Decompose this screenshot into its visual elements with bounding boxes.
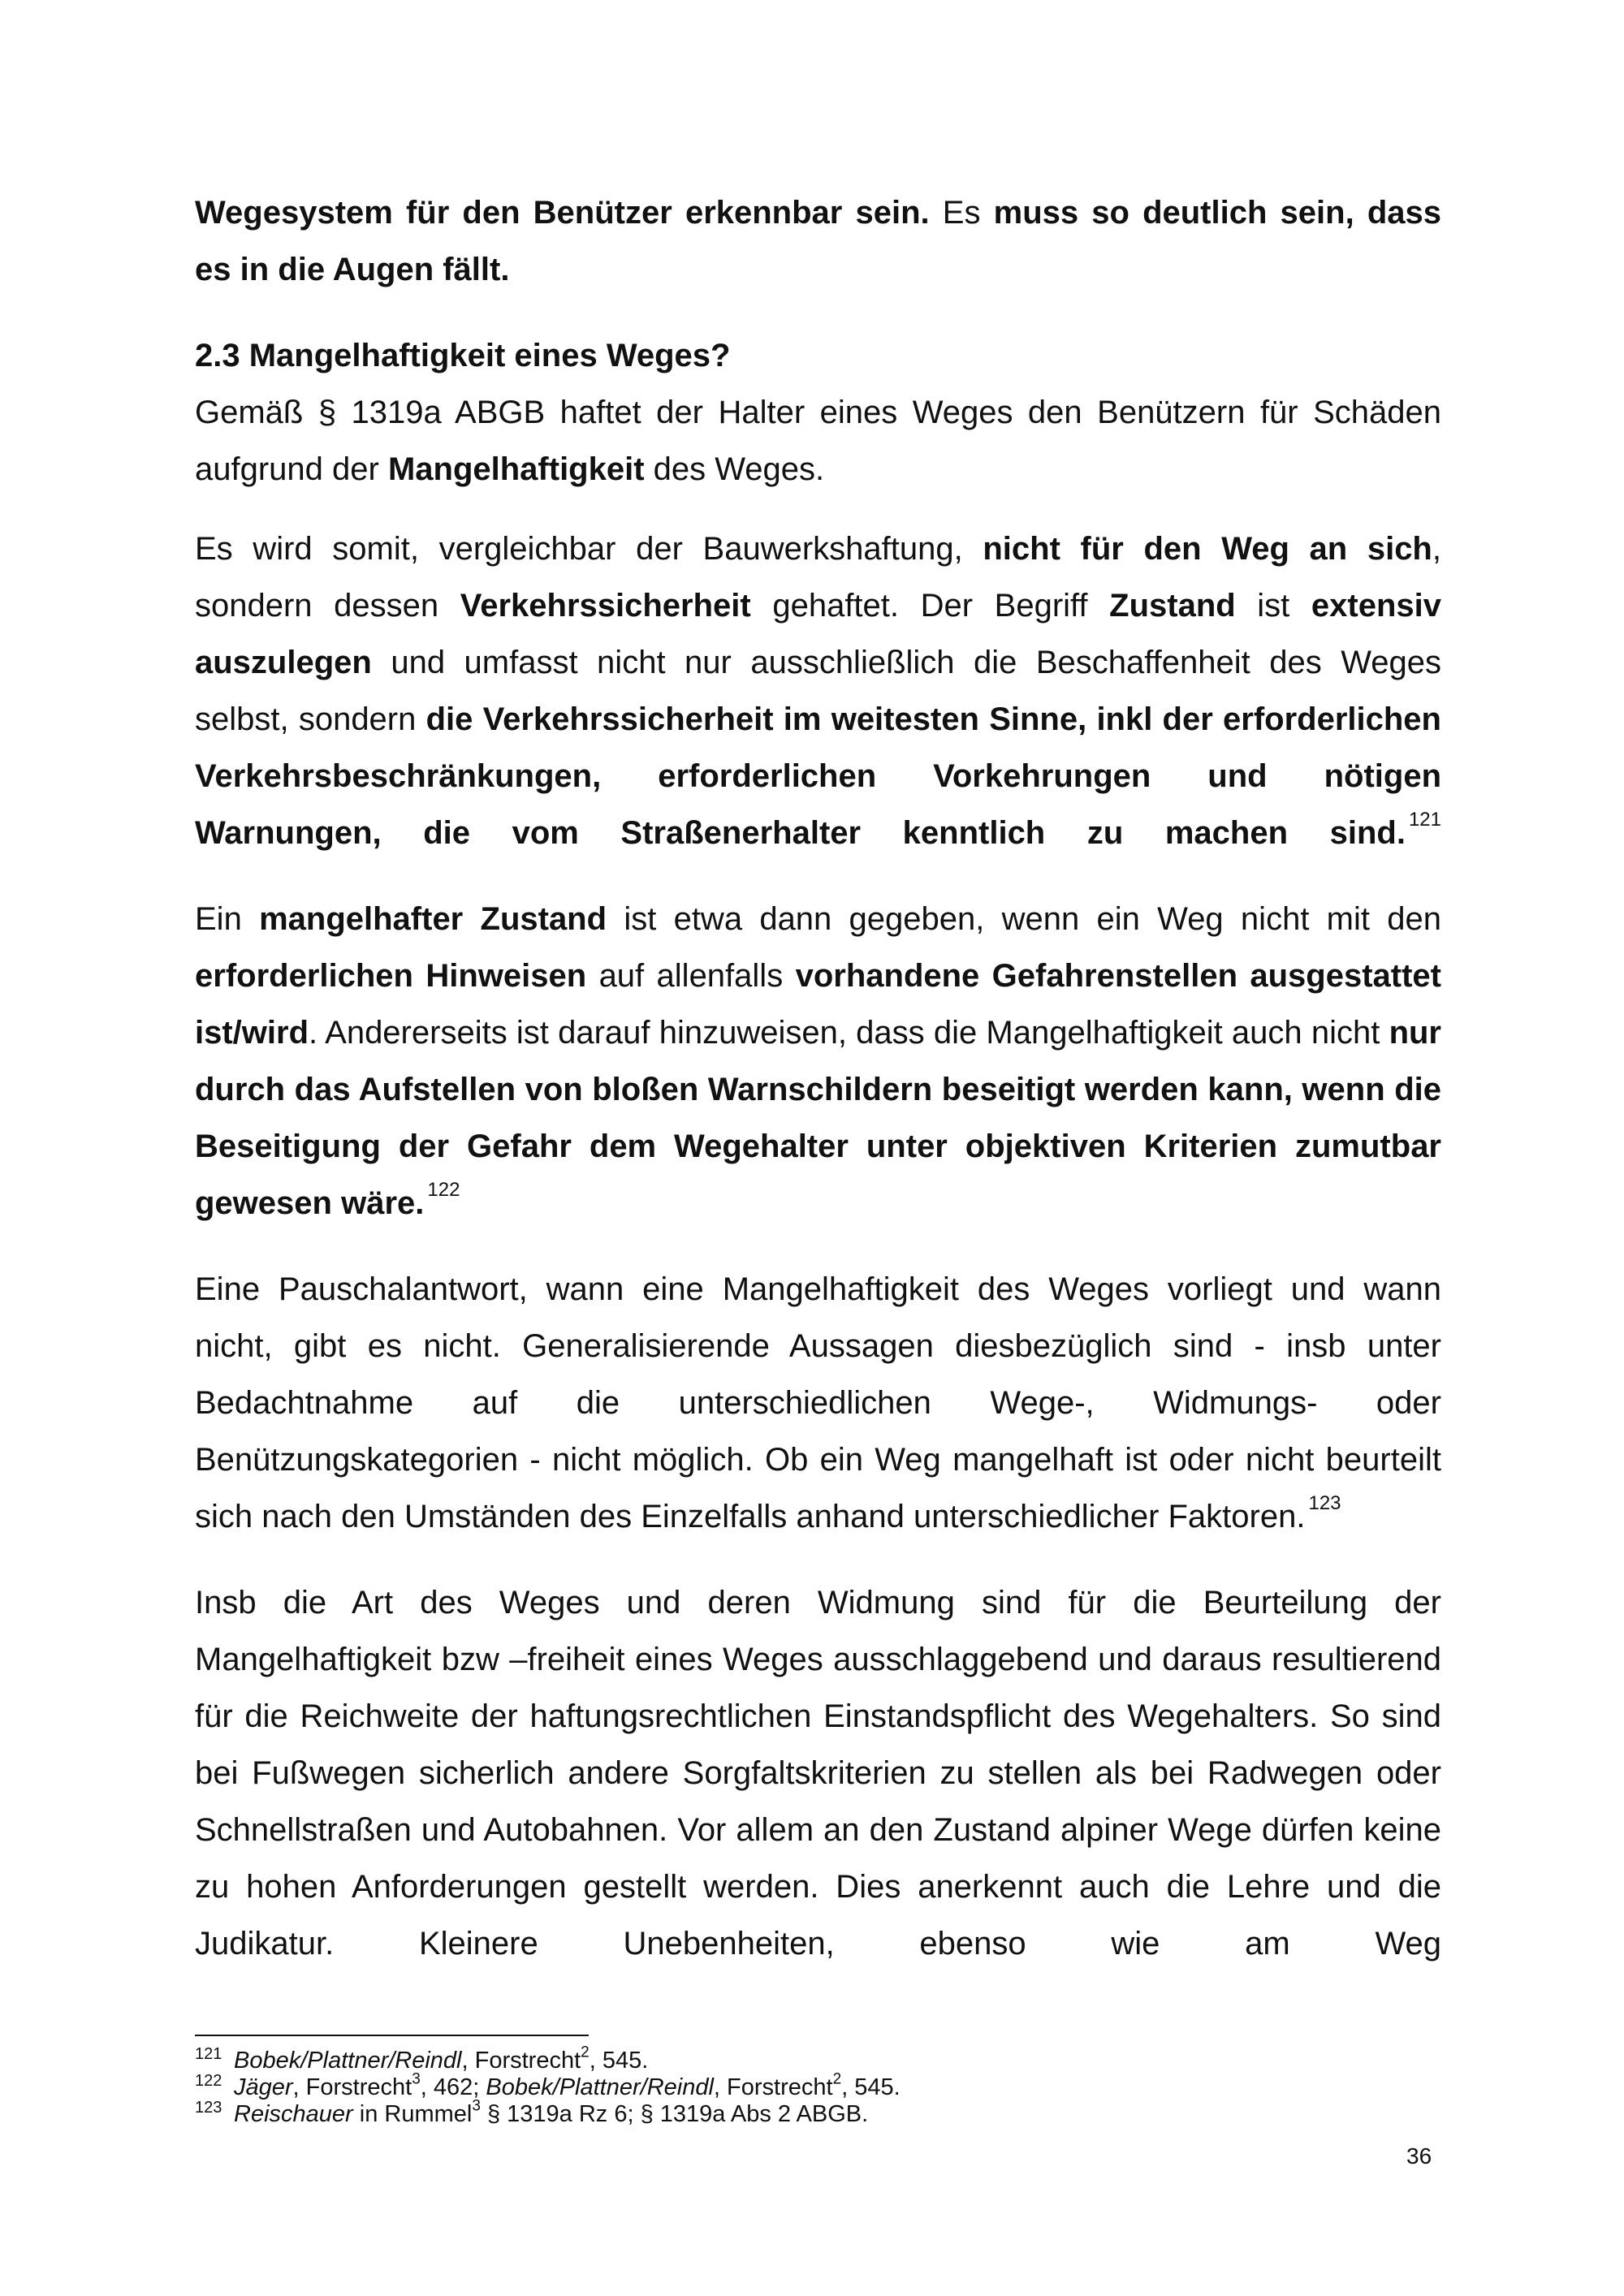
page-number: 36: [1406, 2143, 1432, 2169]
paragraph-continuation: Wegesystem für den Benützer erkennbar sein. Es muss so deutlich sein, dass es in die Augen fällt.: [195, 195, 1442, 287]
paragraph-mangelhafter-zustand: Ein mangelhafter Zustand ist etwa dann gegeben, wenn ein Weg nicht mit den erforderlichen Hinweisen auf allenfalls vorhandene Gefahrenstellen ausgestattet ist/wird. Andererseits ist darauf hinzuweisen, dass die Mangelhaftigkeit auch nicht nur durch das Aufstellen von bloßen Warnschildern beseitigt werden kann, wenn die Beseitigung der Gefahr dem Wegehalter unter objektiven Kriterien zumutbar gewesen wäre. $^{122}$: [195, 901, 1441, 1221]
paragraph-gemaess: Gemäß § 1319a ABGB haftet der Halter eines Weges den Benützern für Schäden aufgrund der Mangelhaftigkeit des Weges.: [195, 395, 1441, 487]
paragraph-verkehrssicherheit: Es wird somit, vergleichbar der Bauwerkshaftung, nicht für den Weg an sich, sondern dessen Verkehrssicherheit gehaftet. Der Begriff Zustand ist extensiv auszulegen und umfasst nicht nur ausschließlich die Beschaffenheit des Weges selbst, sondern die Verkehrssicherheit im weitesten Sinne, inkl der erforderlichen Verkehrsbeschränkungen, erforderlichen Vorkehrungen und nötigen Warnungen, die vom Straßenerhalter kenntlich zu machen sind. $^{121}$: [195, 531, 1441, 851]
paragraph-pauschalantwort: Eine Pauschalantwort, wann eine Mangelhaftigkeit des Weges vorliegt und wann nicht, gibt es nicht. Generalisierende Aussagen diesbezüglich sind - insb unter Bedachtnahme auf die unterschiedlichen Wege-, Widmungs- oder Benützungskategorien - nicht möglich. Ob ein Weg mangelhaft ist oder nicht beurteilt sich nach den Umständen des Einzelfalls anhand unterschiedlicher Faktoren. $^{123}$: [195, 1271, 1441, 1534]
footnote-121: 121 Bobek/Plattner/Reindl, Forstrecht$^2$, 545.: [195, 2044, 649, 2074]
footnotes: [195, 2044, 1441, 2128]
footnote-separator: [195, 2035, 589, 2036]
footnote-ref-122: 122: [427, 1179, 460, 1202]
footnote-123: 123 Reischauer in Rummel$^3$ § 1319a Rz 6; § 1319a Abs 2 ABGB.: [195, 2097, 869, 2127]
footnote-ref-123: 123: [1308, 1492, 1341, 1515]
section-heading: 2.3 Mangelhaftigkeit eines Weges?: [195, 338, 731, 373]
paragraph-art-des-weges: Insb die Art des Weges und deren Widmung sind für die Beurteilung der Mangelhaftigkeit bzw –freiheit eines Weges ausschlaggebend und daraus resultierend für die Reichweite der haftungsrechtlichen Einstandspflicht des Wegehalters. So sind bei Fußwegen sicherlich andere Sorgfaltskriterien zu stellen als bei Radwegen oder Schnellstraßen und Autobahnen. Vor allem an den Zustand alpiner Wege dürfen keine zu hohen Anforderungen gestellt werden. Dies anerkennt auch die Lehre und die Judikatur. Kleinere Unebenheiten, ebenso wie am Weg: [195, 1585, 1441, 1962]
footnote-122: 122 Jäger, Forstrecht$^3$, 462; Bobek/Plattner/Reindl, Forstrecht$^2$, 545.: [195, 2070, 901, 2100]
body-text: [195, 184, 1441, 1972]
footnote-ref-121: 121: [1408, 809, 1441, 831]
